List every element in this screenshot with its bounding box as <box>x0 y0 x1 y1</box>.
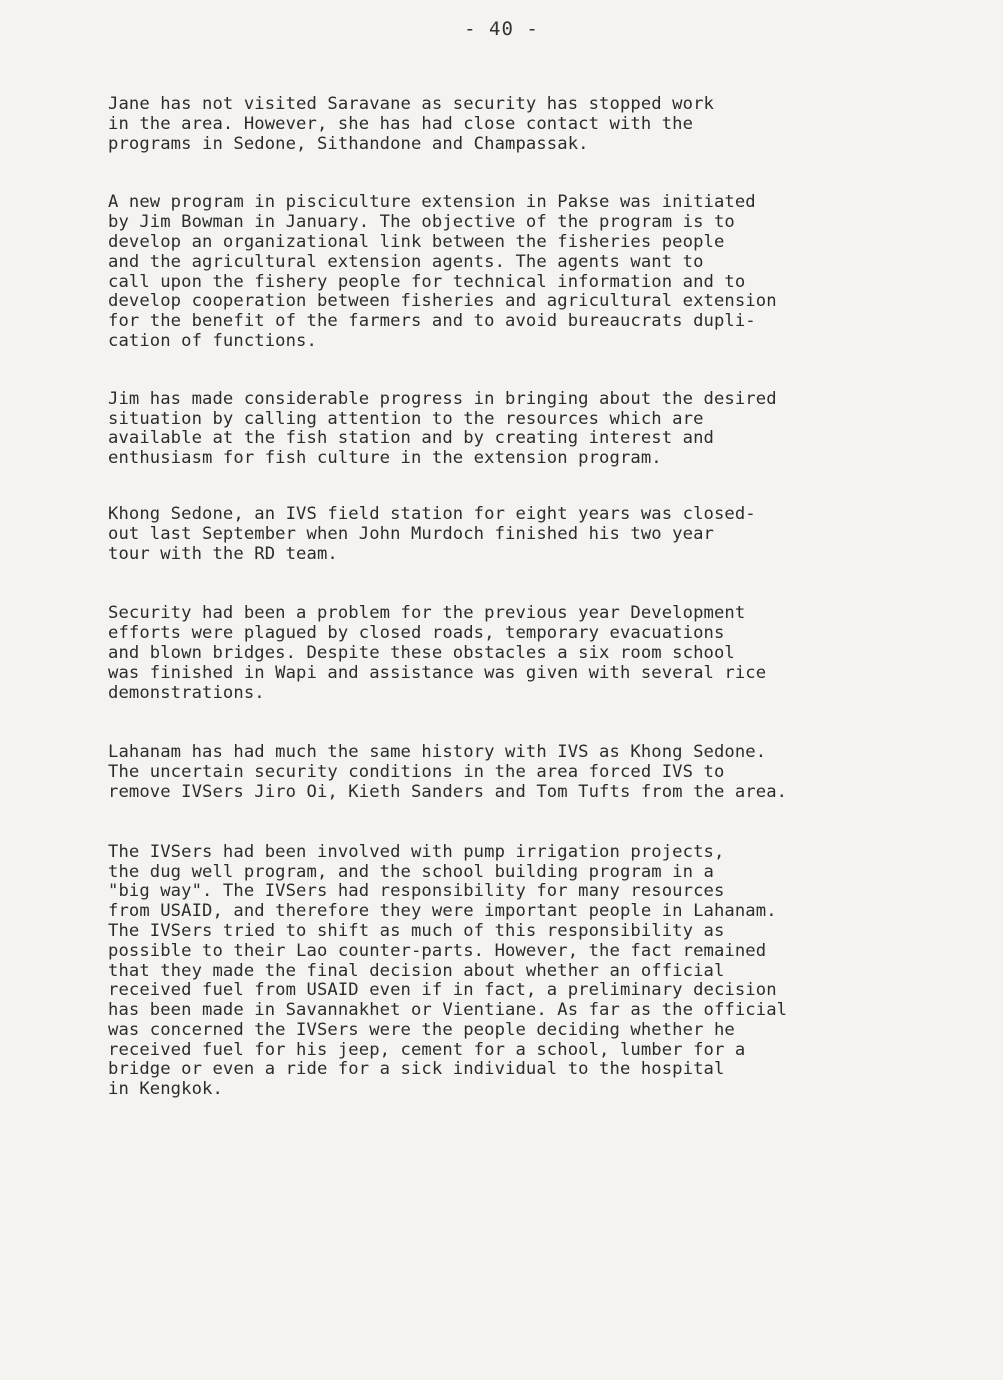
paragraph-security <box>108 604 898 703</box>
text-line: received fuel from USAID even if in fact, a preliminary decision <box>108 980 777 1001</box>
text-line: Khong Sedone, an IVS field station for eight years was closed- <box>108 503 756 524</box>
paragraph-khong-sedone <box>108 505 898 564</box>
text-line: was finished in Wapi and assistance was given with several rice <box>108 662 767 683</box>
text-line: and the agricultural extension agents. The agents want to <box>108 251 704 272</box>
text-line: in Kengkok. <box>108 1079 223 1100</box>
text-line: develop cooperation between fisheries and agricultural extension <box>108 291 777 312</box>
text-line: in the area. However, she has had close contact with the <box>108 113 694 134</box>
text-line: call upon the fishery people for technical information and to <box>108 271 746 292</box>
text-line: develop an organizational link between the fisheries people <box>108 231 725 252</box>
text-line: remove IVSers Jiro Oi, Kieth Sanders and Tom Tufts from the area. <box>108 781 788 802</box>
text-line: by Jim Bowman in January. The objective of the program is to <box>108 212 735 233</box>
paragraph-lahanam <box>108 743 898 802</box>
page-number: - 40 - <box>464 18 539 40</box>
paragraph-ivsers-responsibility <box>108 843 898 1100</box>
text-line: the dug well program, and the school building program in a <box>108 861 714 882</box>
text-line: A new program in pisciculture extension in Pakse was initiated <box>108 192 756 213</box>
body-text <box>108 95 898 1100</box>
text-line: enthusiasm for fish culture in the extension program. <box>108 448 662 469</box>
text-line: available at the fish station and by creating interest and <box>108 428 714 449</box>
text-line: Jane has not visited Saravane as security has stopped work <box>108 94 714 114</box>
text-line: possible to their Lao counter-parts. However, the fact remained <box>108 940 767 961</box>
text-line: bridge or even a ride for a sick individual to the hospital <box>108 1059 725 1080</box>
text-line: Security had been a problem for the previous year Development <box>108 603 746 624</box>
text-line: Lahanam has had much the same history with IVS as Khong Sedone. <box>108 742 767 763</box>
text-line: received fuel for his jeep, cement for a school, lumber for a <box>108 1039 746 1060</box>
text-line: Jim has made considerable progress in bringing about the desired <box>108 388 777 409</box>
paragraph-jane-saravane <box>108 95 898 154</box>
text-line: programs in Sedone, Sithandone and Champassak. <box>108 133 589 154</box>
text-line: demonstrations. <box>108 682 265 703</box>
text-line: was concerned the IVSers were the people deciding whether he <box>108 1019 735 1040</box>
text-line: that they made the final decision about whether an official <box>108 960 725 981</box>
text-line: out last September when John Murdoch finished his two year <box>108 523 714 544</box>
text-line: cation of functions. <box>108 330 317 351</box>
paragraph-pisciculture-program <box>108 193 898 351</box>
text-line: efforts were plagued by closed roads, temporary evacuations <box>108 623 725 644</box>
text-line: The IVSers had been involved with pump irrigation projects, <box>108 841 725 862</box>
text-line: The IVSers tried to shift as much of this responsibility as <box>108 920 725 941</box>
text-line: tour with the RD team. <box>108 543 338 564</box>
text-line: situation by calling attention to the resources which are <box>108 408 704 429</box>
text-line: and blown bridges. Despite these obstacles a six room school <box>108 642 735 663</box>
text-line: from USAID, and therefore they were important people in Lahanam. <box>108 901 777 922</box>
text-line: The uncertain security conditions in the area forced IVS to <box>108 762 725 783</box>
text-line: for the benefit of the farmers and to avoid bureaucrats dupli- <box>108 311 756 332</box>
text-line: "big way". The IVSers had responsibility for many resources <box>108 881 725 902</box>
text-line: has been made in Savannakhet or Vientiane. As far as the official <box>108 1000 788 1021</box>
paragraph-jim-progress <box>108 390 898 469</box>
